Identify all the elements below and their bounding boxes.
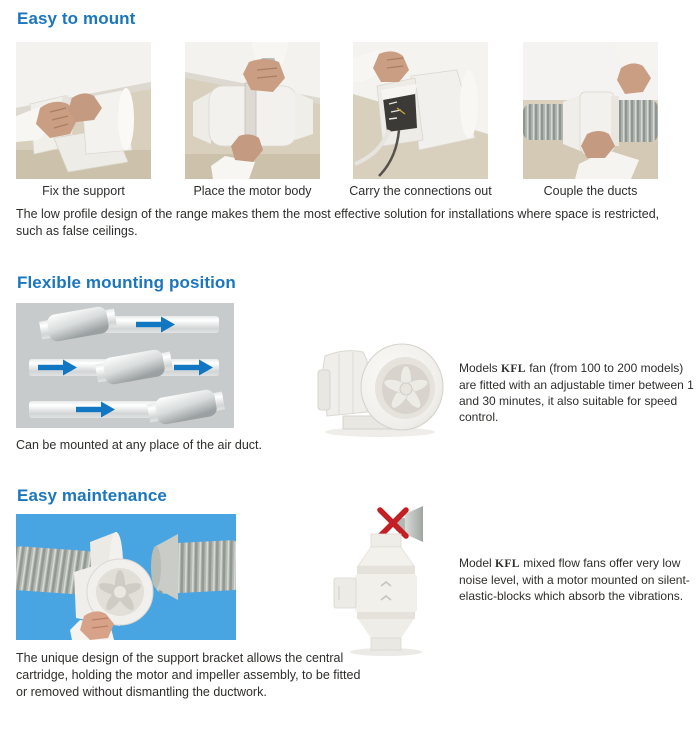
step-caption: Couple the ducts [543,184,638,198]
mount-step-figure [185,42,320,198]
mount-step-figure [523,42,658,198]
mount-paragraph: The low profile design of the range makes them the most effective solution for installations where space is restricted, such as false ceilings. [16,207,660,238]
connections-photo [353,42,488,179]
note-suffix: mixed flow fans offer very low noise level, with a motor mounted on silent-elastic-blocks which absorb the vibrations. [459,556,690,603]
couple-ducts-photo [523,42,658,179]
timer-note [459,360,699,425]
duct-positions-diagram [16,303,234,428]
note-prefix: Models [459,361,502,375]
model-name: KFL [501,363,526,375]
step-caption: Fix the support [42,184,125,198]
duct-diagram-caption: Can be mounted at any place of the air duct. [16,438,262,452]
model-name: KFL [495,558,520,570]
mount-step-figure [349,42,492,198]
heading-easy-to-mount: Easy to mount [17,9,136,28]
vertical-fan-body [334,534,422,656]
mount-step-figure [16,42,151,198]
cartridge-removal-photo [16,514,236,640]
low-noise-fan-photo [328,502,448,657]
note-prefix: Model [459,556,496,570]
step-caption: Place the motor body [193,184,312,198]
fix-support-photo [16,42,151,179]
low-noise-note [459,555,699,604]
heading-flexible-mounting: Flexible mounting position [17,273,236,292]
right-duct [151,534,236,600]
inline-fan-product-photo [305,330,455,440]
maintenance-paragraph: The unique design of the support bracket allows the central cartridge, holding the motor and impeller assembly, to be fitted or removed without dismantling the ductwork. [16,651,361,699]
heading-easy-maintenance: Easy maintenance [17,486,167,505]
place-motor-photo [185,42,320,179]
step-caption: Carry the connections out [349,184,492,198]
note-suffix: fan (from 100 to 200 models) are fitted with an adjustable timer between 1 and 30 minutes, it also suitable for speed control. [459,361,694,424]
